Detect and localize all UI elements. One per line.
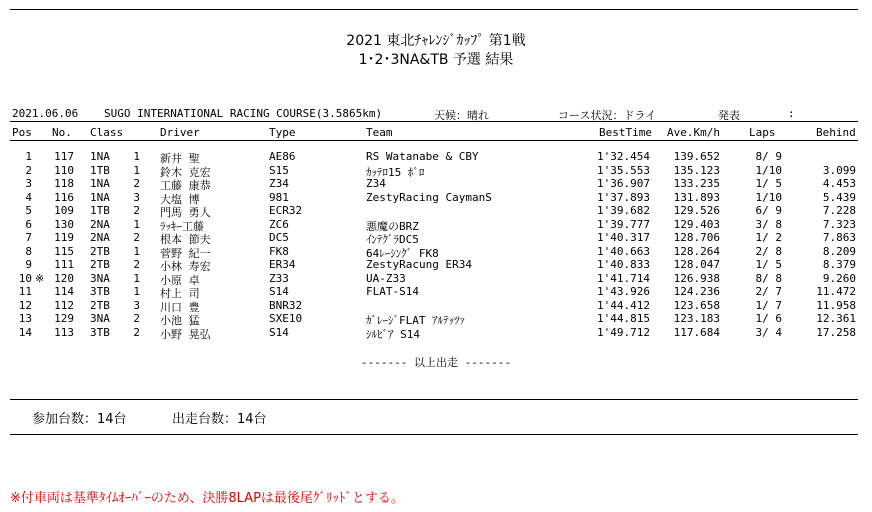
cell-type: AE86: [269, 150, 296, 163]
cell-avespeed: 126.938: [673, 271, 720, 285]
cell-pos: 14: [18, 325, 32, 339]
cell-driver: 工藤 康恭: [160, 179, 211, 192]
cell-driver: 川口 豊: [160, 300, 200, 314]
cell-avespeed: 128.706: [673, 231, 720, 244]
cell-class-pos: 1: [133, 244, 140, 258]
cell-pos: 7: [25, 231, 32, 244]
cell-class-pos: 2: [133, 312, 140, 325]
table-row: [0, 218, 872, 232]
results-end-marker: ------- 以上出走 -------: [361, 356, 511, 369]
cell-behind: 9.260: [822, 271, 856, 285]
cell-team: ZestyRacung ER34: [366, 258, 472, 271]
page-title: 2021 東北ﾁｬﾚﾝｼﾞｶｯﾌﾟ 第1戦: [346, 33, 526, 49]
cell-avespeed: 128.047: [673, 258, 720, 271]
cell-team: RS Watanabe & CBY: [366, 150, 479, 163]
cell-no: 110: [54, 163, 74, 177]
cell-driver: 小池 猛: [160, 314, 200, 327]
entries-count: 参加台数：14台: [32, 412, 127, 427]
table-row: [0, 312, 872, 326]
cell-pos: 13: [18, 312, 32, 325]
cell-type: ER34: [269, 258, 296, 271]
cell-class: 1TB: [90, 204, 110, 217]
cell-behind: 12.361: [816, 312, 856, 325]
cell-avespeed: 139.652: [673, 150, 720, 163]
event-date: 2021.06.06: [12, 107, 79, 120]
cell-behind: 11.958: [816, 298, 856, 312]
cell-class-pos: 2: [133, 231, 140, 244]
cell-type: DC5: [269, 231, 289, 244]
venue: SUGO INTERNATIONAL RACING COURSE(3.5865km): [104, 107, 383, 120]
cell-class: 2NA: [90, 231, 110, 244]
starters-count: 出走台数：14台: [172, 412, 267, 427]
cell-laps: 3/ 8: [755, 217, 782, 231]
table-row: [0, 231, 872, 245]
cell-team: 悪魔のBRZ: [366, 219, 419, 233]
cell-class: 2TB: [90, 258, 110, 271]
cell-class-pos: 2: [133, 258, 140, 271]
cell-pos: 12: [18, 298, 32, 312]
info-rule: [10, 121, 858, 122]
cell-besttime: 1'49.712: [597, 325, 650, 339]
cell-laps: 8/ 9: [755, 150, 782, 163]
cell-team: ｲﾝﾃｸﾞﾗDC5: [366, 233, 419, 246]
cell-type: Z34: [269, 177, 289, 190]
cell-behind: 4.453: [822, 177, 856, 190]
cell-class: 2TB: [90, 244, 110, 258]
cell-type: ZC6: [269, 217, 289, 231]
cell-pos: 4: [25, 190, 32, 204]
cell-class: 3NA: [90, 271, 110, 285]
table-row: [0, 191, 872, 205]
cell-driver: 菅野 紀一: [160, 246, 211, 260]
cell-pos: 5: [25, 204, 32, 217]
cell-team: ｼﾙﾋﾞｱ S14: [366, 327, 420, 341]
cell-laps: 3/ 4: [755, 325, 782, 339]
cell-driver: 大塩 博: [160, 192, 200, 206]
cell-driver: 村上 司: [160, 287, 200, 300]
header-class: Class: [90, 126, 124, 139]
cell-driver: 根本 節夫: [160, 233, 211, 246]
cell-class: 1TB: [90, 163, 110, 177]
cell-driver: 新井 聖: [160, 152, 200, 165]
cell-laps: 1/10: [755, 163, 782, 177]
cell-laps: 1/ 6: [755, 312, 782, 325]
cell-pos: 11: [18, 285, 32, 298]
cell-driver: 鈴木 克宏: [160, 165, 211, 179]
announce-label: 発表: [718, 109, 740, 122]
header-behind: Behind: [816, 126, 856, 139]
cell-class-pos: 3: [133, 298, 140, 312]
cell-no: 116: [54, 190, 74, 204]
header-rule: [10, 140, 858, 141]
cell-laps: 1/ 5: [755, 258, 782, 271]
cell-no: 111: [54, 258, 74, 271]
cell-pos: 8: [25, 244, 32, 258]
page-subtitle: 1･2･3NA&TB 予選 結果: [358, 52, 514, 68]
cell-no: 119: [54, 231, 74, 244]
cell-besttime: 1'35.553: [597, 163, 650, 177]
cell-type: FK8: [269, 244, 289, 258]
cell-besttime: 1'41.714: [597, 271, 650, 285]
cell-type: S14: [269, 285, 289, 298]
cell-pos: 6: [25, 217, 32, 231]
cell-class-pos: 2: [133, 204, 140, 217]
cell-avespeed: 135.123: [673, 163, 720, 177]
header-avespeed: Ave.Km/h: [667, 126, 720, 139]
cell-besttime: 1'44.412: [597, 298, 650, 312]
cell-laps: 1/10: [755, 190, 782, 204]
cell-avespeed: 129.526: [673, 204, 720, 217]
cell-avespeed: 129.403: [673, 217, 720, 231]
cell-avespeed: 133.235: [673, 177, 720, 190]
cell-class: 3NA: [90, 312, 110, 325]
header-no: No.: [52, 126, 72, 139]
cell-team: ｶｯﾃﾛ15 ﾎﾞﾛ: [366, 165, 425, 179]
cell-type: Z33: [269, 271, 289, 285]
weather: 天候：晴れ: [434, 109, 489, 122]
results-table: [0, 150, 872, 339]
cell-class-pos: 1: [133, 150, 140, 163]
cell-laps: 1/ 7: [755, 298, 782, 312]
cell-no: 112: [54, 298, 74, 312]
cell-type: BNR32: [269, 298, 303, 312]
cell-type: ECR32: [269, 204, 303, 217]
cell-avespeed: 131.893: [673, 190, 720, 204]
cell-besttime: 1'40.317: [597, 231, 650, 244]
cell-besttime: 1'39.682: [597, 204, 650, 217]
cell-behind: 8.209: [822, 244, 856, 258]
table-row: [0, 272, 872, 286]
table-row: [0, 299, 872, 313]
cell-laps: 1/ 5: [755, 177, 782, 190]
header-laps: Laps: [749, 126, 776, 139]
cell-avespeed: 123.183: [673, 312, 720, 325]
table-row: [0, 258, 872, 272]
cell-no: 117: [54, 150, 74, 163]
cell-team: Z34: [366, 177, 386, 190]
cell-driver: 門馬 勇人: [160, 206, 211, 219]
cell-laps: 6/ 9: [755, 204, 782, 217]
cell-class-pos: 1: [133, 285, 140, 298]
cell-driver: 小野 晃弘: [160, 327, 211, 341]
table-row: [0, 164, 872, 178]
cell-behind: 7.863: [822, 231, 856, 244]
cell-class: 2TB: [90, 298, 110, 312]
table-row: [0, 245, 872, 259]
cell-besttime: 1'40.663: [597, 244, 650, 258]
cell-class-pos: 1: [133, 271, 140, 285]
cell-laps: 8/ 8: [755, 271, 782, 285]
counts-bottom-rule: [10, 434, 858, 435]
top-rule: [10, 9, 858, 10]
cell-class-pos: 1: [133, 163, 140, 177]
course-condition: コース状況：ドライ: [558, 109, 657, 122]
cell-pos: 9: [25, 258, 32, 271]
cell-no: 120: [54, 271, 74, 285]
cell-pos: 3: [25, 177, 32, 190]
table-row: [0, 150, 872, 164]
cell-type: S14: [269, 325, 289, 339]
cell-mark: ※: [35, 271, 45, 285]
cell-driver: 小林 寿宏: [160, 260, 211, 273]
cell-class: 3TB: [90, 285, 110, 298]
cell-no: 115: [54, 244, 74, 258]
cell-class: 2NA: [90, 217, 110, 231]
cell-pos: 1: [25, 150, 32, 163]
remark-note: ※付車両は基準ﾀｲﾑｵｰﾊﾞｰのため、決勝8LAPは最後尾ｸﾞﾘｯﾄﾞとする。: [10, 491, 404, 506]
cell-class-pos: 2: [133, 177, 140, 190]
cell-behind: 11.472: [816, 285, 856, 298]
cell-team: ZestyRacing CaymanS: [366, 190, 492, 204]
cell-behind: 3.099: [822, 163, 856, 177]
cell-behind: 5.439: [822, 190, 856, 204]
header-team: Team: [366, 126, 393, 139]
header-type: Type: [269, 126, 296, 139]
cell-behind: 8.379: [822, 258, 856, 271]
cell-driver: ﾗｯｷｰ工藤: [160, 219, 204, 233]
cell-no: 130: [54, 217, 74, 231]
cell-class-pos: 3: [133, 190, 140, 204]
announce-time: :: [788, 107, 795, 120]
header-driver: Driver: [160, 126, 200, 139]
cell-team: ｶﾞﾚｰｼﾞFLAT ｱﾙﾃｯﾂｧ: [366, 314, 466, 327]
cell-type: 981: [269, 190, 289, 204]
cell-no: 114: [54, 285, 74, 298]
cell-besttime: 1'37.893: [597, 190, 650, 204]
cell-team: 64ﾚｰｼﾝｸﾞ FK8: [366, 246, 439, 260]
cell-class: 1NA: [90, 177, 110, 190]
table-row: [0, 177, 872, 191]
header-pos: Pos: [12, 126, 32, 139]
cell-besttime: 1'36.907: [597, 177, 650, 190]
cell-type: S15: [269, 163, 289, 177]
cell-avespeed: 128.264: [673, 244, 720, 258]
cell-class: 1NA: [90, 150, 110, 163]
cell-class: 1NA: [90, 190, 110, 204]
counts-top-rule: [10, 399, 858, 400]
cell-pos: 2: [25, 163, 32, 177]
cell-avespeed: 123.658: [673, 298, 720, 312]
cell-laps: 1/ 2: [755, 231, 782, 244]
cell-no: 109: [54, 204, 74, 217]
cell-behind: 7.323: [822, 217, 856, 231]
table-row: [0, 204, 872, 218]
cell-type: SXE10: [269, 312, 303, 325]
cell-pos: 10: [18, 271, 32, 285]
cell-besttime: 1'32.454: [597, 150, 650, 163]
table-row: [0, 326, 872, 340]
cell-team: FLAT-S14: [366, 285, 419, 298]
cell-behind: 17.258: [816, 325, 856, 339]
cell-behind: 7.228: [822, 204, 856, 217]
cell-no: 129: [54, 312, 74, 325]
cell-laps: 2/ 7: [755, 285, 782, 298]
cell-besttime: 1'43.926: [597, 285, 650, 298]
cell-class: 3TB: [90, 325, 110, 339]
table-row: [0, 285, 872, 299]
cell-besttime: 1'39.777: [597, 217, 650, 231]
cell-no: 113: [54, 325, 74, 339]
cell-class-pos: 1: [133, 217, 140, 231]
cell-no: 118: [54, 177, 74, 190]
cell-driver: 小原 卓: [160, 273, 200, 287]
cell-avespeed: 117.684: [673, 325, 720, 339]
cell-team: UA-Z33: [366, 271, 406, 285]
cell-avespeed: 124.236: [673, 285, 720, 298]
cell-class-pos: 2: [133, 325, 140, 339]
cell-besttime: 1'40.833: [597, 258, 650, 271]
cell-besttime: 1'44.815: [597, 312, 650, 325]
header-besttime: BestTime: [599, 126, 652, 139]
cell-laps: 2/ 8: [755, 244, 782, 258]
